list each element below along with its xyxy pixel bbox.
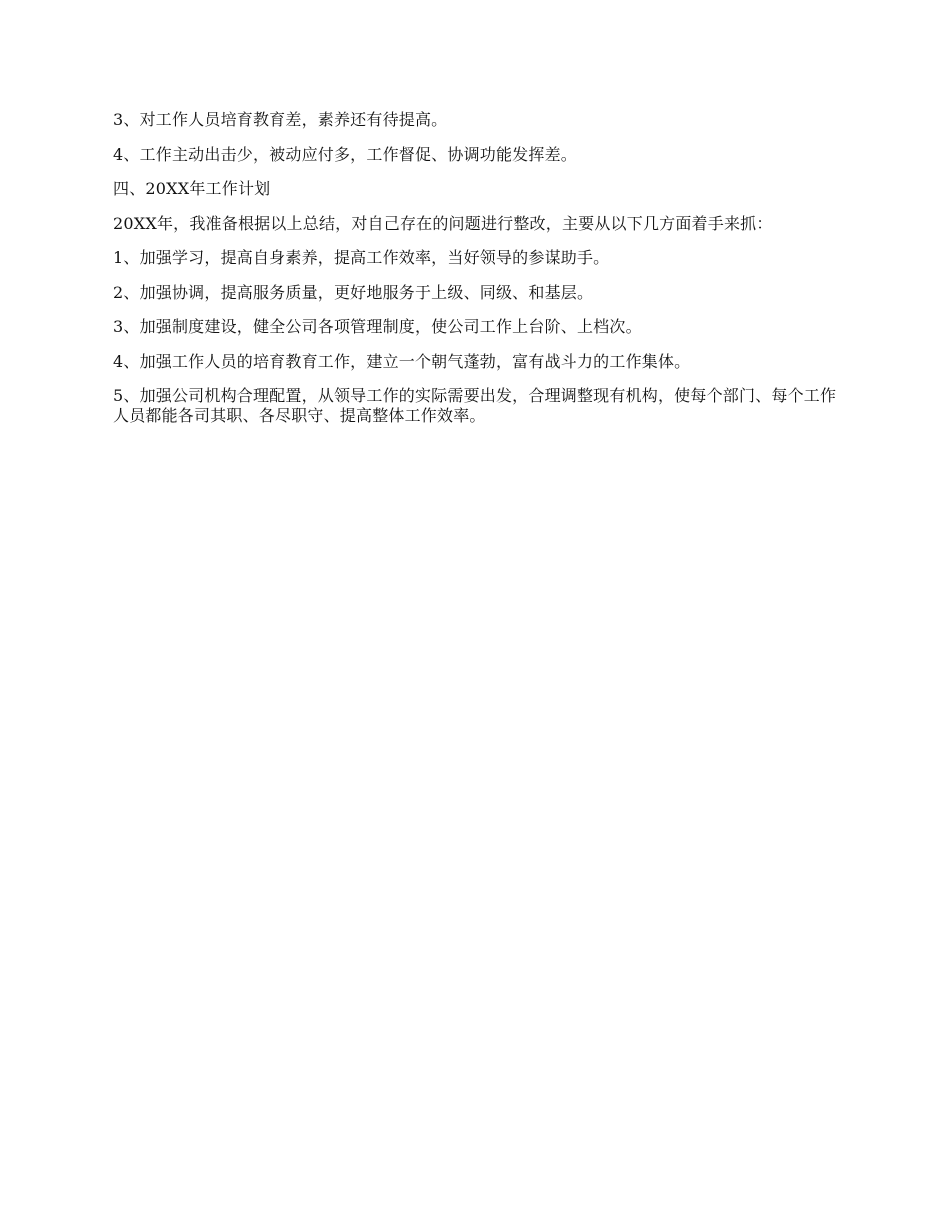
paragraph-plan-intro: 20XX年，我准备根据以上总结，对自己存在的问题进行整改，主要从以下几方面着手来抓： <box>113 213 773 233</box>
section-heading-work-plan: 四、20XX年工作计划 <box>113 179 271 198</box>
document-body <box>113 110 838 441</box>
plan-item-5-organization: 5、加强公司机构合理配置，从领导工作的实际需要出发，合理调整现有机构，使每个部门、每个工作人员都能各司其职、各尽职守、提高整体工作效率。 <box>113 386 837 425</box>
plan-item-2-coordination: 2、加强协调，提高服务质量，更好地服务于上级、同级、和基层。 <box>113 282 594 302</box>
plan-item-3-system: 3、加强制度建设，健全公司各项管理制度，使公司工作上台阶、上档次。 <box>113 317 642 336</box>
paragraph-item-4-initiative: 4、工作主动出击少，被动应付多，工作督促、协调功能发挥差。 <box>113 144 577 164</box>
plan-item-1-study: 1、加强学习，提高自身素养，提高工作效率，当好领导的参谋助手。 <box>113 248 610 267</box>
paragraph-item-3-training: 3、对工作人员培育教育差，素养还有待提高。 <box>113 110 448 129</box>
plan-item-4-staff-training: 4、加强工作人员的培育教育工作，建立一个朝气蓬勃，富有战斗力的工作集体。 <box>113 351 691 371</box>
